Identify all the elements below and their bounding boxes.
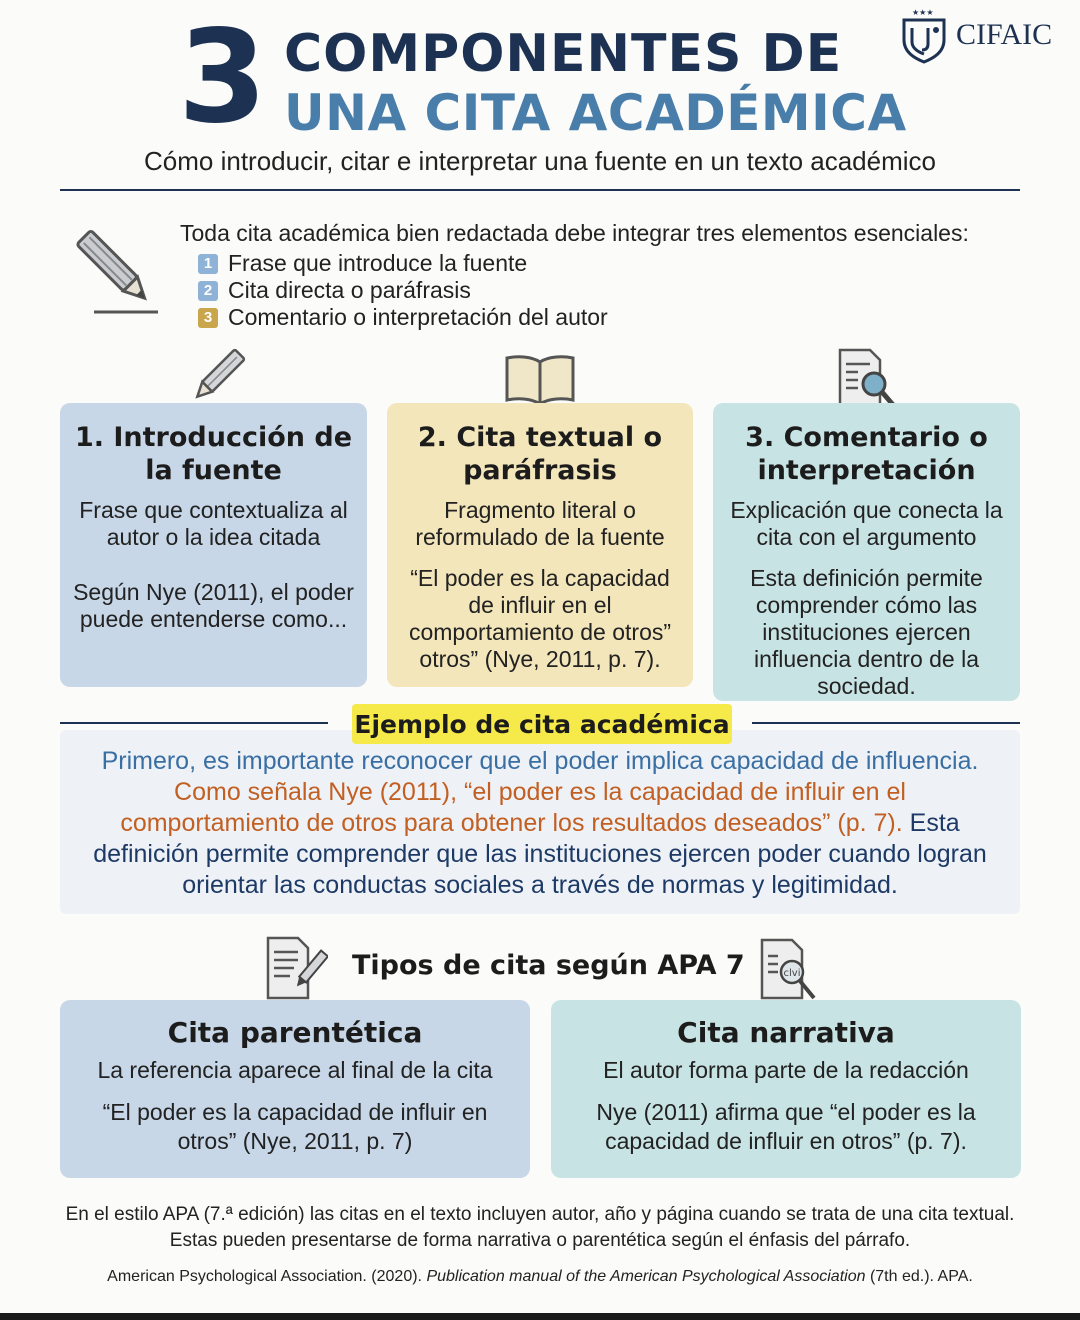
tipo-description: La referencia aparece al final de la cita (97, 1057, 493, 1083)
card-description: Explicación que conecta la cita con el argumento (730, 497, 1003, 550)
reference-title: Publication manual of the American Psychological Association (426, 1268, 866, 1285)
bottom-bar (0, 1313, 1080, 1320)
intro-list-item-text: Frase que introduce la fuente (228, 250, 528, 276)
tipo-title: Cita narrativa (677, 1016, 895, 1049)
tipos-title: Tipos de cita según APA 7 (352, 950, 745, 981)
number-badge: 3 (198, 308, 218, 328)
tipo-card-parentetica (60, 1000, 530, 1178)
intro-list-item (198, 304, 608, 331)
tipo-description: El autor forma parte de la redacción (603, 1057, 969, 1083)
intro-list-item (198, 250, 608, 277)
cifaic-logo (898, 6, 1068, 66)
component-card-comentario (713, 403, 1020, 701)
intro-list-item-text: Comentario o interpretación del autor (228, 304, 608, 330)
title-line-2: UNA CITA ACADÉMICA (284, 84, 907, 142)
header-divider (60, 189, 1020, 191)
tipo-example: Nye (2011) afirma que “el poder es la capacidad de influir en otros” (p. 7). (596, 1099, 976, 1154)
document-edit-icon (264, 936, 328, 1006)
tipo-card-narrativa (551, 1000, 1021, 1178)
reference-suffix: (7th ed.). APA. (869, 1268, 973, 1285)
pencil-icon (72, 226, 162, 322)
example-part-intro: Primero, es importante reconocer que el poder implica capacidad de influencia. (101, 747, 979, 775)
tipo-title: Cita parentética (167, 1016, 423, 1049)
tipo-example: “El poder es la capacidad de influir en otros” (Nye, 2011, p. 7) (102, 1099, 488, 1154)
card-title: 2. Cita textual o paráfrasis (417, 422, 663, 486)
svg-text:★★★: ★★★ (912, 8, 934, 17)
component-card-introduccion (60, 403, 367, 687)
subtitle: Cómo introducir, citar e interpretar una fuente en un texto académico (144, 146, 936, 176)
intro-list-item (198, 277, 608, 304)
big-number-three: 3 (178, 3, 268, 152)
component-card-cita-textual (387, 403, 693, 687)
number-badge: 2 (198, 281, 218, 301)
card-title: 3. Comentario o interpretación (745, 422, 988, 486)
apa-reference (20, 1268, 1060, 1286)
card-description: Fragmento literal o reformulado de la fuente (415, 497, 665, 550)
example-divider-left (60, 722, 328, 724)
card-description: Frase que contextualiza al autor o la idea citada (79, 497, 348, 550)
card-example: “El poder es la capacidad de influir en el comportamiento de otros” otros” (Nye, 2011, p. 7). (408, 565, 672, 672)
example-part-comment: Esta definición permite comprender que las instituciones ejercen poder cuando logran orientar las conductas sociales a través de normas y legitimidad. (93, 809, 987, 899)
shield-logo-icon (898, 6, 950, 64)
example-label: Ejemplo de cita académica (352, 704, 732, 744)
document-quote-icon (758, 938, 824, 1008)
intro-list-item-text: Cita directa o paráfrasis (228, 277, 471, 303)
card-title: 1. Introducción de la fuente (74, 422, 353, 486)
reference-prefix: American Psychological Association. (2020). (107, 1268, 422, 1285)
icon-label: clvi (783, 968, 801, 979)
intro-lead-text: Toda cita académica bien redactada debe integrar tres elementos esenciales: (180, 220, 969, 246)
example-panel (60, 730, 1020, 914)
card-example: Esta definición permite comprender cómo las instituciones ejercen influencia dentro de la sociedad. (750, 565, 983, 699)
logo-text: CIFAIC (956, 18, 1053, 51)
title-line-1: COMPONENTES DE (284, 24, 843, 84)
footer-note: En el estilo APA (7.ª edición) las citas en el texto incluyen autor, año y página cuando se trata de una cita textual. Estas pueden presentarse de forma narrativa o parentética según el énfasis del párrafo. (65, 1204, 1015, 1251)
intro-list (198, 250, 608, 331)
example-divider-right (752, 722, 1020, 724)
number-badge: 1 (198, 254, 218, 274)
example-part-quote: Como señala Nye (2011), “el poder es la capacidad de influir en el comportamiento de otros para obtener los resultados deseados” (p. 7). (120, 778, 906, 837)
card-example: Según Nye (2011), el poder puede entenderse como... (73, 579, 354, 632)
